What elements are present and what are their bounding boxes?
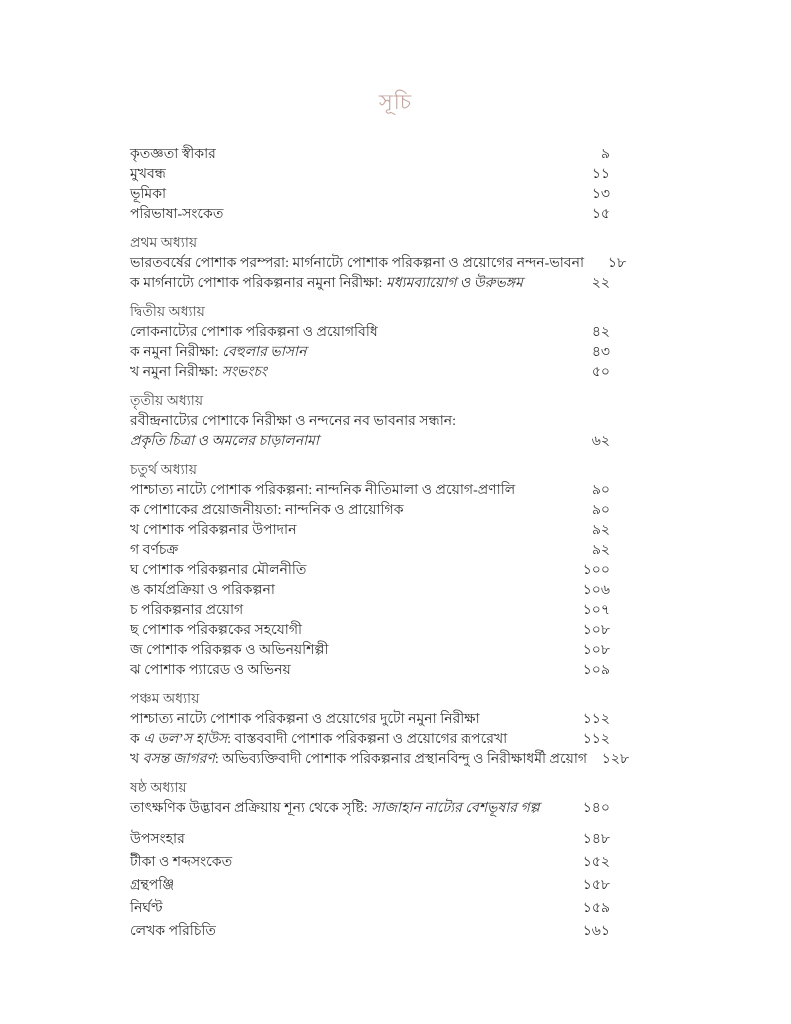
page-number: ১৫৮ bbox=[582, 878, 610, 893]
page-number: ১৮ bbox=[607, 256, 627, 271]
entry-text-plain: পাশ্চাত্য নাট্যে পোশাক পরিকল্পনা ও প্রয়োগের দুটো নমুনা নিরীক্ষা bbox=[130, 712, 480, 727]
toc-entry bbox=[130, 828, 610, 851]
page-number: ৯০ bbox=[591, 503, 610, 518]
entry-text bbox=[130, 363, 279, 383]
toc-entry bbox=[130, 621, 610, 641]
entry-text-italic: মধ্যমব্যায়োগ ও উরুভঙ্গম bbox=[385, 276, 523, 291]
toc-entry bbox=[130, 145, 610, 165]
page-number: ১১ bbox=[591, 167, 610, 182]
page-number: ১৩ bbox=[591, 187, 610, 202]
entry-text-italic: বেহুলার ভাসান bbox=[222, 345, 307, 360]
entry-text bbox=[130, 165, 178, 185]
entry-text-italic: বসন্ত জাগরণ bbox=[142, 752, 215, 767]
page-number: ১০০ bbox=[582, 563, 610, 578]
chapter-header: তৃতীয় অধ্যায় bbox=[130, 394, 204, 409]
page-number: ৪৩ bbox=[591, 345, 610, 360]
entry-text bbox=[130, 432, 331, 452]
entry-text-plain: ঙ কার্যপ্রক্রিয়া ও পরিকল্পনা bbox=[130, 583, 275, 598]
entry-text-plain: খ পোশাক পরিকল্পনার উপাদান bbox=[130, 523, 297, 538]
entry-text bbox=[130, 185, 178, 205]
toc-group bbox=[130, 303, 610, 383]
toc-entry bbox=[130, 897, 610, 920]
page-number: ১৫ bbox=[591, 207, 610, 222]
entry-text-italic: সাজাহান নাট্যের বেশভূষার গল্প bbox=[371, 801, 540, 816]
entry-text-plain: লেখক পরিচিতি bbox=[130, 924, 216, 939]
toc-entry bbox=[130, 481, 610, 501]
entry-text bbox=[130, 274, 535, 294]
toc-group bbox=[130, 392, 610, 452]
page-number: ১৫৯ bbox=[582, 901, 610, 916]
page-number: ৯২ bbox=[591, 543, 610, 558]
entry-text-italic: প্রকৃতি চিত্রা ও অমলের চাড়ালনামা bbox=[130, 434, 319, 449]
toc-entry bbox=[130, 363, 610, 383]
toc-group bbox=[130, 690, 630, 770]
toc-entry bbox=[130, 185, 610, 205]
entry-text-plain: নির্ঘণ্ট bbox=[130, 901, 163, 916]
toc-entry bbox=[130, 710, 610, 730]
page-number: ৯ bbox=[600, 147, 610, 162]
toc-entry bbox=[130, 601, 610, 621]
entry-text bbox=[130, 601, 255, 621]
entry-text-plain: : বাস্তববাদী পোশাক পরিকল্পনা ও প্রয়োগের রূপরেখা bbox=[227, 732, 508, 747]
entry-text bbox=[130, 710, 492, 730]
toc-group bbox=[130, 828, 610, 943]
toc-entry bbox=[130, 541, 610, 561]
entry-text-plain: মুখবন্ধ bbox=[130, 167, 166, 182]
toc-group bbox=[130, 234, 627, 294]
entry-text-plain: জ পোশাক পরিকল্পক ও অভিনয়শিল্পী bbox=[130, 643, 329, 658]
page-number: ১৫২ bbox=[582, 855, 610, 870]
entry-text bbox=[130, 641, 340, 661]
entry-text bbox=[130, 521, 308, 541]
toc-entry bbox=[130, 165, 610, 185]
toc-entry bbox=[130, 730, 610, 750]
entry-text-plain: টীকা ও শব্দসংকেত bbox=[130, 855, 233, 870]
page-number: ৫০ bbox=[591, 365, 610, 380]
toc-entry bbox=[130, 920, 610, 943]
chapter-header: ষষ্ঠ অধ্যায় bbox=[130, 781, 187, 796]
entry-text-plain: ঝ পোশাক প্যারেড ও অভিনয় bbox=[130, 663, 291, 678]
entry-text-plain: ভূমিকা bbox=[130, 187, 167, 202]
entry-text bbox=[130, 254, 596, 274]
entry-text bbox=[130, 730, 519, 750]
entry-text-italic: এ ডল’স হাউস bbox=[143, 732, 228, 747]
toc-entry bbox=[130, 799, 610, 819]
entry-text-plain: গ্রন্থপঞ্জি bbox=[130, 878, 175, 893]
entry-text bbox=[130, 799, 552, 819]
entry-text-plain: ভারতবর্ষের পোশাক পরম্পরা: মার্গনাট্যে পোশাক পরিকল্পনা ও প্রয়োগের নন্দন-ভাবনা bbox=[130, 256, 585, 271]
entry-text bbox=[130, 920, 228, 943]
page-number: ১৪০ bbox=[582, 801, 610, 816]
entry-text-plain: তাৎক্ষণিক উদ্ভাবন প্রক্রিয়ায় শূন্য থেকে সৃষ্টি: bbox=[130, 801, 372, 816]
entry-text-plain: লোকনাট্যের পোশাক পরিকল্পনা ও প্রয়োগবিধি bbox=[130, 325, 378, 340]
entry-text bbox=[130, 412, 468, 432]
toc-entry bbox=[130, 323, 610, 343]
toc-entry bbox=[130, 205, 610, 225]
toc-entry bbox=[130, 432, 610, 452]
entry-text-plain: খ bbox=[130, 752, 143, 767]
entry-text bbox=[130, 541, 190, 561]
entry-text-plain: : অভিব্যক্তিবাদী পোশাক পরিকল্পনার প্রস্থানবিন্দু ও নিরীক্ষাধর্মী প্রয়োগ bbox=[214, 752, 588, 767]
page-number: ১১২ bbox=[582, 732, 610, 747]
toc-entry bbox=[130, 412, 610, 432]
page-title: সূচি bbox=[378, 90, 413, 114]
table-of-contents bbox=[130, 145, 630, 943]
entry-text bbox=[130, 561, 318, 581]
entry-text-plain: ঘ পোশাক পরিকল্পনার মৌলনীতি bbox=[130, 563, 307, 578]
toc-group bbox=[130, 461, 610, 681]
entry-text bbox=[130, 205, 235, 225]
entry-text bbox=[130, 897, 175, 920]
toc-entry bbox=[130, 874, 610, 897]
entry-text-plain: ক পোশাকের প্রয়োজনীয়তা: নান্দনিক ও প্রায়োগিক bbox=[130, 503, 404, 518]
entry-text-plain: চ পরিকল্পনার প্রয়োগ bbox=[130, 603, 244, 618]
entry-text bbox=[130, 828, 197, 851]
entry-text-plain: পরিভাষা-সংকেত bbox=[130, 207, 224, 222]
entry-text bbox=[130, 621, 314, 641]
entry-text bbox=[130, 874, 186, 897]
entry-text bbox=[130, 501, 416, 521]
toc-entry bbox=[130, 561, 610, 581]
entry-text bbox=[130, 145, 228, 165]
entry-text-plain: খ নমুনা নিরীক্ষা: bbox=[130, 365, 222, 380]
page-number: ৬২ bbox=[591, 434, 610, 449]
page-number: ১০৭ bbox=[582, 603, 610, 618]
entry-text-plain: পাশ্চাত্য নাট্যে পোশাক পরিকল্পনা: নান্দনিক নীতিমালা ও প্রয়োগ-প্রণালি bbox=[130, 483, 516, 498]
chapter-header: চতুর্থ অধ্যায় bbox=[130, 463, 197, 478]
entry-text-plain: ক নমুনা নিরীক্ষা: bbox=[130, 345, 223, 360]
page-number: ৪২ bbox=[591, 325, 610, 340]
entry-text bbox=[130, 851, 244, 874]
toc-entry bbox=[130, 254, 627, 274]
toc-entry bbox=[130, 343, 610, 363]
page-number: ৯২ bbox=[591, 523, 610, 538]
toc-group bbox=[130, 779, 610, 819]
page-number: ১০৮ bbox=[582, 643, 610, 658]
toc-group bbox=[130, 145, 610, 225]
page-number: ২২ bbox=[591, 276, 610, 291]
toc-entry bbox=[130, 501, 610, 521]
entry-text bbox=[130, 323, 390, 343]
page-number: ১০৬ bbox=[582, 583, 610, 598]
page-number: ১০৯ bbox=[582, 663, 610, 678]
page-number: ১১২ bbox=[582, 712, 610, 727]
entry-text-plain: ক bbox=[130, 732, 144, 747]
entry-text bbox=[130, 481, 527, 501]
toc-entry bbox=[130, 274, 610, 294]
entry-text-plain: ছ পোশাক পরিকল্পকের সহযোগী bbox=[130, 623, 303, 638]
page-number: ১৪৮ bbox=[582, 832, 610, 847]
entry-text-plain: কৃতজ্ঞতা স্বীকার bbox=[130, 147, 216, 162]
chapter-header: পঞ্চম অধ্যায় bbox=[130, 692, 200, 707]
page-number: ১২৮ bbox=[601, 752, 630, 767]
page-number: ১৬১ bbox=[582, 924, 610, 939]
chapter-header: প্রথম অধ্যায় bbox=[130, 236, 198, 251]
entry-text-plain: রবীন্দ্রনাট্যের পোশাকে নিরীক্ষা ও নন্দনের নব ভাবনার সন্ধান: bbox=[130, 414, 456, 429]
entry-text-plain: ক মার্গনাট্যে পোশাক পরিকল্পনার নমুনা নিরীক্ষা: bbox=[130, 276, 386, 291]
chapter-header: দ্বিতীয় অধ্যায় bbox=[130, 305, 205, 320]
entry-text bbox=[130, 581, 287, 601]
page-number: ১০৮ bbox=[582, 623, 610, 638]
entry-text bbox=[130, 661, 303, 681]
entry-text-italic: সংভংচং bbox=[221, 365, 267, 380]
toc-entry bbox=[130, 750, 630, 770]
toc-entry bbox=[130, 581, 610, 601]
entry-text-plain: গ বর্ণচক্র bbox=[130, 543, 179, 558]
toc-entry bbox=[130, 641, 610, 661]
entry-text bbox=[130, 750, 599, 770]
entry-text bbox=[130, 343, 318, 363]
page-number: ৯০ bbox=[591, 483, 610, 498]
entry-text-plain: উপসংহার bbox=[130, 832, 185, 847]
toc-entry bbox=[130, 851, 610, 874]
toc-entry bbox=[130, 521, 610, 541]
toc-entry bbox=[130, 661, 610, 681]
